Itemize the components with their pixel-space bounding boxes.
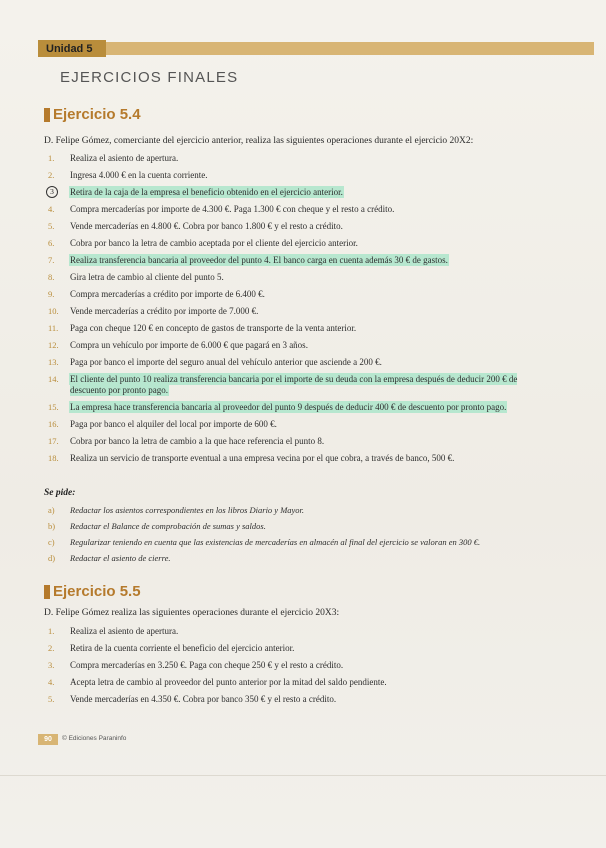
task-item [44, 505, 564, 521]
item-text: Realiza el asiento de apertura. [70, 626, 179, 636]
item-number: 4. [48, 677, 55, 687]
item-text-highlighted: La empresa hace transferencia bancaria al proveedor del punto 9 después de deducir 400 € de descuento por pronto pago. [70, 402, 507, 412]
item-number: 8. [48, 272, 55, 282]
item-number: 2. [48, 643, 55, 653]
exercise-5-5-list [44, 626, 554, 711]
section-title: EJERCICIOS FINALES [60, 69, 239, 86]
item-text: Compra un vehículo por importe de 6.000 € que pagará en 3 años. [70, 340, 308, 350]
item-number: 16. [48, 419, 59, 429]
list-item [44, 453, 554, 464]
item-text-highlighted: Retira de la caja de la empresa el beneficio obtenido en el ejercicio anterior. [70, 187, 343, 197]
item-number: 18. [48, 453, 59, 463]
task-letter: d) [48, 553, 56, 563]
item-text: Paga por banco el importe del seguro anual del vehículo anterior que asciende a 200 €. [70, 357, 382, 367]
list-item [44, 402, 554, 413]
item-number: 1. [48, 153, 55, 163]
item-text: Acepta letra de cambio al proveedor del punto anterior por la mitad del saldo pendiente. [70, 677, 387, 687]
list-item [44, 221, 554, 232]
exercise-5-4-tasks [44, 505, 564, 569]
item-number: 13. [48, 357, 59, 367]
item-number: 4. [48, 204, 55, 214]
item-text: Vende mercaderías en 4.350 €. Cobra por banco 350 € y el resto a crédito. [70, 694, 337, 704]
item-number: 12. [48, 340, 59, 350]
item-number: 5. [48, 694, 55, 704]
exercise-5-4-heading [44, 106, 141, 123]
exercise-5-4-intro: D. Felipe Gómez, comerciante del ejercicio anterior, realiza las siguientes operaciones durante el ejercicio 20X2: [44, 136, 474, 146]
list-item [44, 255, 554, 266]
unit-label: Unidad 5 [38, 40, 106, 57]
task-item [44, 537, 564, 553]
item-text: Gira letra de cambio al cliente del punto 5. [70, 272, 224, 282]
item-text-highlighted: El cliente del punto 10 realiza transferencia bancaria por el importe de su deuda con la empresa después de deducir 200 € de descuento por pronto pago. [70, 374, 518, 395]
task-letter: b) [48, 521, 56, 531]
task-text: Redactar el Balance de comprobación de sumas y saldos. [70, 521, 266, 531]
item-text: Paga por banco el alquiler del local por importe de 600 €. [70, 419, 277, 429]
se-pide-label: Se pide: [44, 488, 76, 498]
list-item [44, 170, 554, 181]
item-number: 14. [48, 374, 59, 384]
exercise-title: Ejercicio 5.5 [53, 583, 141, 600]
item-number: 10. [48, 306, 59, 316]
list-item [44, 204, 554, 215]
list-item [44, 306, 554, 317]
list-item [44, 660, 554, 671]
item-number: 2. [48, 170, 55, 180]
exercise-5-5-intro: D. Felipe Gómez realiza las siguientes operaciones durante el ejercicio 20X3: [44, 608, 340, 618]
task-text: Regularizar teniendo en cuenta que las existencias de mercaderías en almacén al final del ejercicio se valoran en 300 €. [70, 537, 481, 547]
item-text: Paga con cheque 120 € en concepto de gastos de transporte de la venta anterior. [70, 323, 357, 333]
task-item [44, 521, 564, 537]
item-text: Compra mercaderías por importe de 4.300 €. Paga 1.300 € con cheque y el resto a crédito. [70, 204, 395, 214]
page-number: 90 [38, 734, 58, 745]
item-number: 7. [48, 255, 55, 265]
exercise-5-4-list [44, 153, 554, 470]
item-text: Retira de la cuenta corriente el beneficio del ejercicio anterior. [70, 643, 295, 653]
list-item [44, 677, 554, 688]
item-text: Realiza un servicio de transporte eventual a una empresa vecina por el que cobra, a través de banco, 500 €. [70, 453, 455, 463]
item-number-circled: 3 [46, 186, 58, 198]
list-item [44, 323, 554, 334]
list-item [44, 643, 554, 654]
exercise-title: Ejercicio 5.4 [53, 106, 141, 123]
heading-marker [44, 585, 50, 599]
exercise-5-5-heading [44, 583, 141, 600]
item-text: Cobra por banco la letra de cambio aceptada por el cliente del ejercicio anterior. [70, 238, 358, 248]
item-text: Cobra por banco la letra de cambio a la que hace referencia el punto 8. [70, 436, 325, 446]
list-item [44, 289, 554, 300]
list-item [44, 436, 554, 447]
item-text: Vende mercaderías a crédito por importe de 7.000 €. [70, 306, 259, 316]
item-number: 15. [48, 402, 59, 412]
item-text: Realiza el asiento de apertura. [70, 153, 179, 163]
publisher-credit: © Ediciones Paraninfo [62, 735, 127, 742]
item-text: Compra mercaderías a crédito por importe de 6.400 €. [70, 289, 265, 299]
item-text: Compra mercaderías en 3.250 €. Paga con cheque 250 € y el resto a crédito. [70, 660, 344, 670]
task-letter: a) [48, 505, 55, 515]
page-fold-line [0, 775, 606, 776]
task-letter: c) [48, 537, 55, 547]
list-item [44, 272, 554, 283]
item-number: 3. [48, 660, 55, 670]
item-number: 6. [48, 238, 55, 248]
item-text-highlighted: Realiza transferencia bancaria al proveedor del punto 4. El banco carga en cuenta además 30 € de gastos. [70, 255, 448, 265]
list-item [44, 153, 554, 164]
list-item [44, 694, 554, 705]
list-item [44, 238, 554, 249]
task-item [44, 553, 564, 569]
item-text: Vende mercaderías en 4.800 €. Cobra por banco 1.800 € y el resto a crédito. [70, 221, 343, 231]
list-item [44, 187, 554, 198]
task-text: Redactar el asiento de cierre. [70, 553, 171, 563]
item-number: 5. [48, 221, 55, 231]
list-item [44, 626, 554, 637]
item-number: 11. [48, 323, 59, 333]
list-item [44, 340, 554, 351]
item-text: Ingresa 4.000 € en la cuenta corriente. [70, 170, 208, 180]
list-item [44, 419, 554, 430]
list-item [44, 374, 554, 396]
task-text: Redactar los asientos correspondientes en los libros Diario y Mayor. [70, 505, 305, 515]
list-item [44, 357, 554, 368]
item-number: 17. [48, 436, 59, 446]
unit-header-bar [38, 42, 594, 55]
item-number: 9. [48, 289, 55, 299]
heading-marker [44, 108, 50, 122]
item-number: 1. [48, 626, 55, 636]
